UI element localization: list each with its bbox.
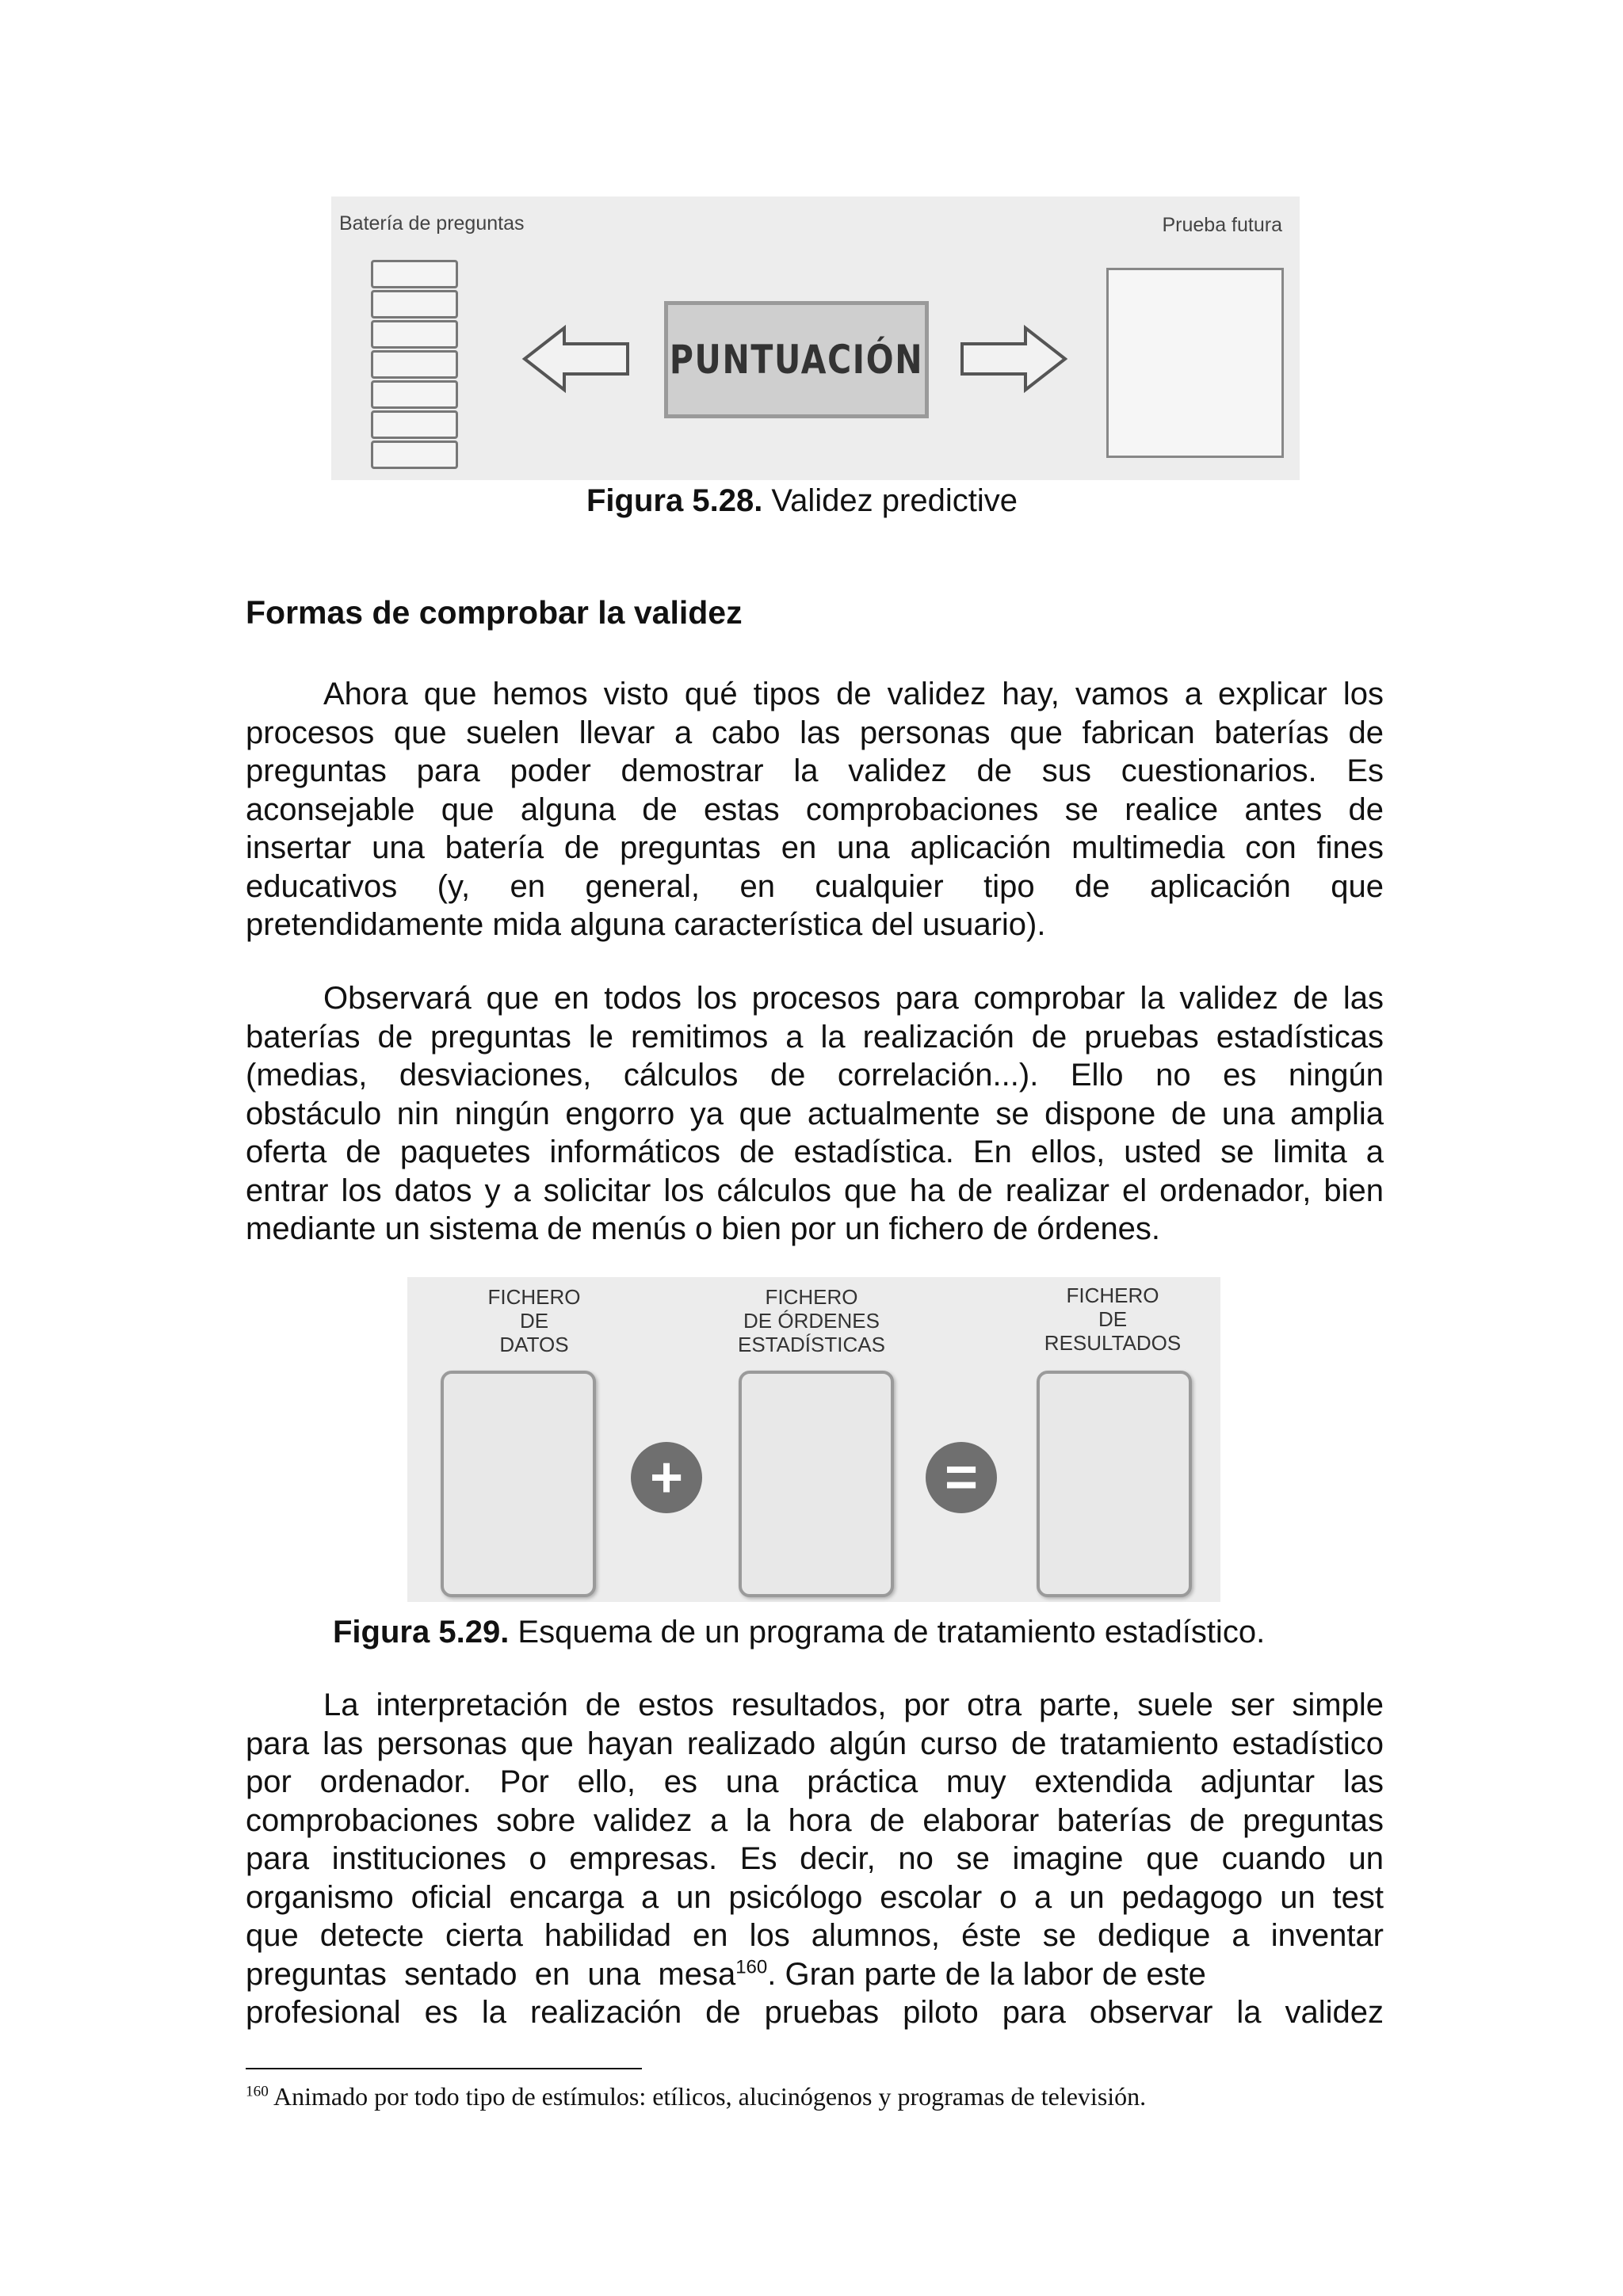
label-line: DATOS [499,1333,569,1356]
label-line: DE ÓRDENES [743,1309,880,1333]
results-file-label [1025,1283,1200,1355]
label-line: RESULTADOS [1044,1331,1182,1355]
question-card [371,260,458,288]
text-line: oferta de paquetes informáticos de estadística. En ellos, usted se limita a [246,1135,1384,1169]
text-line: Observará que en todos los procesos para comprobar la validez de las [323,981,1384,1016]
results-file-box [1037,1371,1192,1597]
future-test-box [1106,268,1284,458]
text-line: por ordenador. Por ello, es una práctica muy extendida adjuntar las [246,1764,1384,1799]
text-line: La interpretación de estos resultados, por otra parte, suele ser simple [323,1688,1384,1722]
caption-number: Figura 5.28. [586,483,763,518]
label-line: FICHERO [1066,1283,1159,1307]
section-heading: Formas de comprobar la validez [246,594,743,631]
text-line: insertar una batería de preguntas en una aplicación multimedia con fines [246,830,1384,865]
commands-file-label [716,1285,907,1356]
question-card [371,441,458,469]
text-line: que detecte cierta habilidad en los alumnos, éste se dedique a inventar [246,1918,1384,1953]
label-line: FICHERO [487,1285,581,1309]
text-line: educativos (y, en general, en cualquier tipo de aplicación que [246,868,1384,904]
paragraph-1 [246,675,1384,944]
label-line: DE [1098,1307,1128,1331]
text-line: comprobaciones sobre validez a la hora de elaborar baterías de preguntas [246,1802,1384,1838]
footnote-text: Animado por todo tipo de estímulos: etílicos, alucinógenos y programas de televisión. [268,2082,1147,2111]
question-card [371,380,458,409]
figure-caption-5-28 [586,483,1018,519]
text-line: mediante un sistema de menús o bien por un fichero de órdenes. [246,1211,1161,1246]
label-line: FICHERO [765,1285,858,1309]
plus-icon: + [631,1442,702,1513]
paragraph-3 [246,1686,1384,2032]
figure-statistical-program [407,1277,1220,1602]
footnote-divider [246,2068,642,2069]
footnote [246,2082,1146,2111]
footnote-marker: 160 [246,2083,269,2100]
label-line: DE [519,1309,549,1333]
text-line: Ahora que hemos visto qué tipos de validez hay, vamos a explicar los [323,677,1384,711]
score-label: PUNTUACIÓN [669,337,924,383]
text-line: para instituciones o empresas. Es decir, no se imagine que cuando un [246,1841,1384,1876]
text-line: aconsejable que alguna de estas comprobaciones se realice antes de [246,791,1384,827]
caption-text: Validez predictive [762,483,1018,518]
text-line: obstáculo nin ningún engorro ya que actualmente se dispone de una amplia [246,1096,1384,1131]
text-line: profesional es la realización de pruebas piloto para observar la validez [246,1995,1384,2030]
data-file-box [441,1371,596,1597]
data-file-label [447,1285,621,1356]
caption-text: Esquema de un programa de tratamiento estadístico. [509,1615,1266,1650]
text-line: entrar los datos y a solicitar los cálculos que ha de realizar el ordenador, bien [246,1173,1384,1208]
question-card [371,410,458,439]
caption-number: Figura 5.29. [333,1615,510,1650]
question-battery-label: Batería de preguntas [339,212,525,235]
equals-icon: = [926,1442,997,1513]
footnote-ref[interactable]: 160 [735,1956,768,1978]
text-line: procesos que suelen llevar a cabo las personas que fabrican baterías de [246,715,1384,750]
question-card [371,320,458,349]
figure-caption-5-29 [333,1615,1265,1650]
figure-predictive-validity [331,196,1300,480]
question-card [371,350,458,379]
text-line: organismo oficial encarga a un psicólogo escolar o a un pedagogo un test [246,1879,1384,1915]
right-arrow-icon [957,323,1068,395]
question-card [371,290,458,318]
text-line: pretendidamente mida alguna característica del usuario). [246,907,1046,942]
future-test-label: Prueba futura [1162,214,1282,236]
text-fragment: . Gran parte de la labor de este [767,1956,1206,1992]
text-line: (medias, desviaciones, cálculos de correlación...). Ello no es ningún [246,1058,1384,1093]
text-fragment: preguntas sentado en una mesa [246,1956,736,1992]
text-line [246,1955,1384,1994]
text-line: para las personas que hayan realizado algún curso de tratamiento estadístico [246,1726,1384,1761]
left-arrow-icon [521,323,632,395]
paragraph-2 [246,979,1384,1249]
text-line: preguntas para poder demostrar la validez de sus cuestionarios. Es [246,753,1384,788]
label-line: ESTADÍSTICAS [738,1333,885,1356]
commands-file-box [739,1371,894,1597]
text-line: baterías de preguntas le remitimos a la realización de pruebas estadísticas [246,1019,1384,1055]
